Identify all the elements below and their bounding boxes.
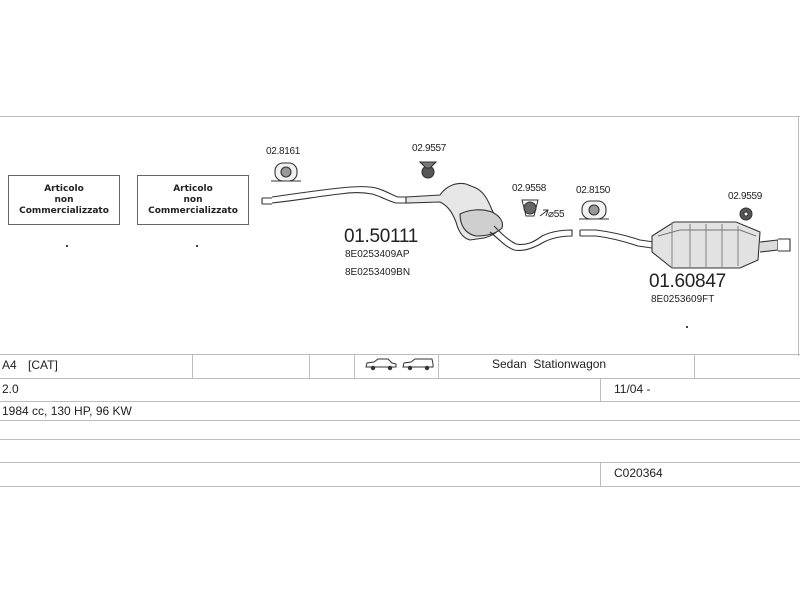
rear-silencer-code: 01.60847 — [649, 271, 726, 292]
model-name: A4 — [2, 358, 17, 372]
hanger-mid-code: 02.9557 — [412, 143, 447, 154]
hanger-mid-icon — [420, 162, 436, 178]
col-divider-4 — [438, 354, 439, 378]
col-divider-3 — [354, 354, 355, 378]
converter-tag: [CAT] — [28, 358, 58, 372]
info-row-4 — [0, 420, 800, 439]
front-pipe-drawing — [262, 187, 406, 205]
diameter-label: ⌀55 — [548, 209, 565, 220]
clamp-front-icon — [271, 163, 301, 181]
col-divider-5 — [694, 354, 695, 378]
info-row-6 — [0, 462, 800, 485]
front-pipe-oem-1: 8E0253409AP — [345, 249, 410, 260]
center-pipe-drawing — [580, 230, 654, 248]
vehicle-info-table — [0, 354, 800, 488]
hanger-rear-mid-icon — [522, 200, 538, 216]
diagram-code-cell: C020364 — [614, 466, 663, 480]
not-sold-line3: Commercializzato — [148, 205, 238, 216]
not-sold-line2: non — [183, 194, 203, 205]
not-sold-line1: Articolo — [173, 183, 213, 194]
front-pipe-oem-2: 8E0253409BN — [345, 267, 411, 278]
body-icons-cell — [364, 357, 435, 376]
rear-silencer-drawing — [652, 222, 790, 268]
not-sold-line3: Commercializzato — [19, 205, 109, 216]
clamp-front-code: 02.8161 — [266, 146, 301, 157]
col-divider-6 — [600, 378, 601, 401]
stationwagon-car-icon — [401, 357, 435, 371]
body-types-cell: Sedan Stationwagon — [492, 357, 607, 371]
date-range-cell: 11/04 - — [614, 382, 651, 396]
clamp-mid-code: 02.8150 — [576, 185, 611, 196]
hanger-rear-mid-code: 02.9558 — [512, 183, 547, 194]
rear-dot — [686, 326, 688, 328]
hanger-rear-code: 02.9559 — [728, 191, 763, 202]
rear-silencer-oem-1: 8E0253609FT — [651, 294, 715, 305]
engine-cell: 2.0 — [2, 382, 19, 396]
col-divider-1 — [192, 354, 193, 378]
not-sold-line1: Articolo — [44, 183, 84, 194]
info-row-end — [0, 486, 800, 488]
diameter-arrow-icon — [540, 210, 548, 216]
sedan-car-icon — [364, 357, 398, 371]
specs-cell: 1984 cc, 130 HP, 96 KW — [2, 404, 132, 418]
info-row-5 — [0, 439, 800, 462]
not-sold-line2: non — [54, 194, 74, 205]
front-pipe-code: 01.50111 — [344, 226, 419, 247]
clamp-mid-icon — [579, 201, 609, 219]
model-cell — [2, 356, 58, 374]
col-divider-7 — [600, 462, 601, 486]
info-row-2 — [0, 378, 800, 401]
hanger-rear-icon — [740, 208, 752, 220]
col-divider-2 — [309, 354, 310, 378]
